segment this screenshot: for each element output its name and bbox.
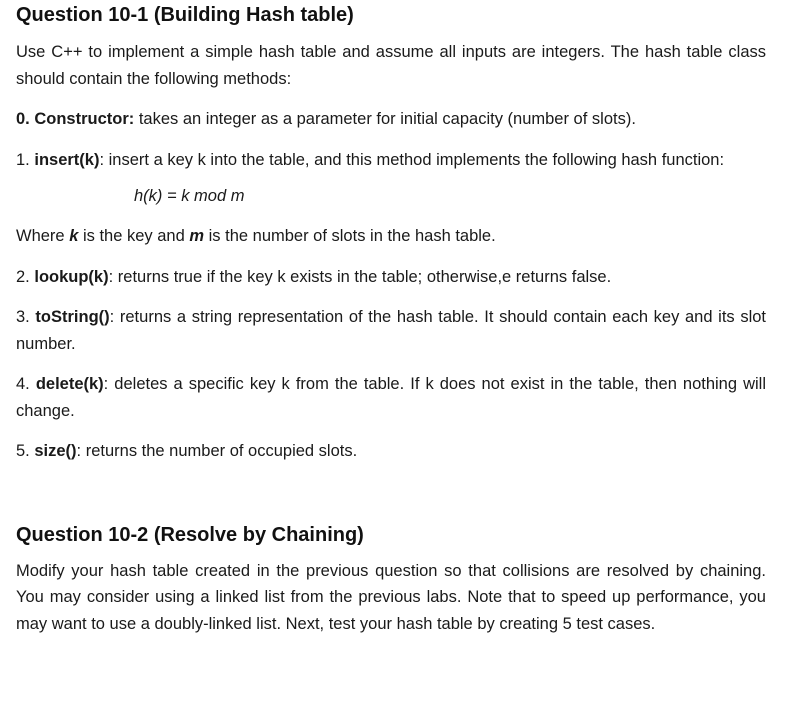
formula-variable-k: k	[69, 227, 79, 245]
method-lookup	[16, 264, 766, 291]
method-size	[16, 438, 766, 465]
formula-explanation-post: is the number of slots in the hash table.	[204, 227, 496, 245]
method-lookup-label: lookup(k)	[34, 267, 109, 286]
formula-variable-m: m	[189, 227, 205, 245]
formula-explanation-mid: is the key and	[78, 227, 190, 245]
method-constructor	[16, 106, 766, 133]
method-insert	[16, 147, 766, 174]
method-constructor-label: 0. Constructor:	[16, 110, 135, 128]
formula-explanation	[16, 223, 766, 250]
method-tostring-number: 3.	[16, 308, 36, 326]
method-delete-number: 4.	[16, 375, 36, 393]
method-tostring	[16, 304, 766, 357]
method-lookup-text: : returns true if the key k exists in the table; otherwise,e returns false.	[108, 267, 612, 286]
method-insert-label: insert(k)	[34, 150, 100, 169]
method-size-number: 5.	[16, 442, 35, 460]
formula-explanation-pre: Where	[16, 227, 70, 245]
method-size-text: : returns the number of occupied slots.	[76, 442, 358, 460]
method-constructor-text: takes an integer as a parameter for initial capacity (number of slots).	[134, 110, 636, 128]
method-tostring-text: : returns a string representation of the hash table. It should contain each key and its slot number.	[16, 308, 766, 353]
question-10-2-title: Question 10-2 (Resolve by Chaining)	[16, 523, 364, 546]
question-10-2-body: Modify your hash table created in the previous question so that collisions are resolved by chaining. You may consider using a linked list from the previous labs. Note that to speed up performance, you may want to use a doubly-linked list. Next, test your hash table by creating 5 test cases.	[16, 561, 766, 633]
hash-function-formula: h(k) = k mod m	[134, 187, 245, 205]
method-tostring-label: toString()	[35, 308, 110, 326]
question-10-1-intro: Use C++ to implement a simple hash table and assume all inputs are integers. The hash table class should contain the following methods:	[16, 43, 766, 88]
question-10-1-title: Question 10-1 (Building Hash table)	[16, 4, 354, 26]
method-delete	[16, 371, 766, 424]
method-size-label: size()	[34, 442, 77, 460]
method-delete-text: : deletes a specific key k from the table. If k does not exist in the table, then nothing will change.	[16, 375, 766, 420]
method-insert-number: 1.	[16, 150, 35, 169]
method-insert-text: : insert a key k into the table, and this method implements the following hash function:	[99, 150, 725, 169]
method-lookup-number: 2.	[16, 267, 35, 286]
method-delete-label: delete(k)	[35, 375, 104, 393]
